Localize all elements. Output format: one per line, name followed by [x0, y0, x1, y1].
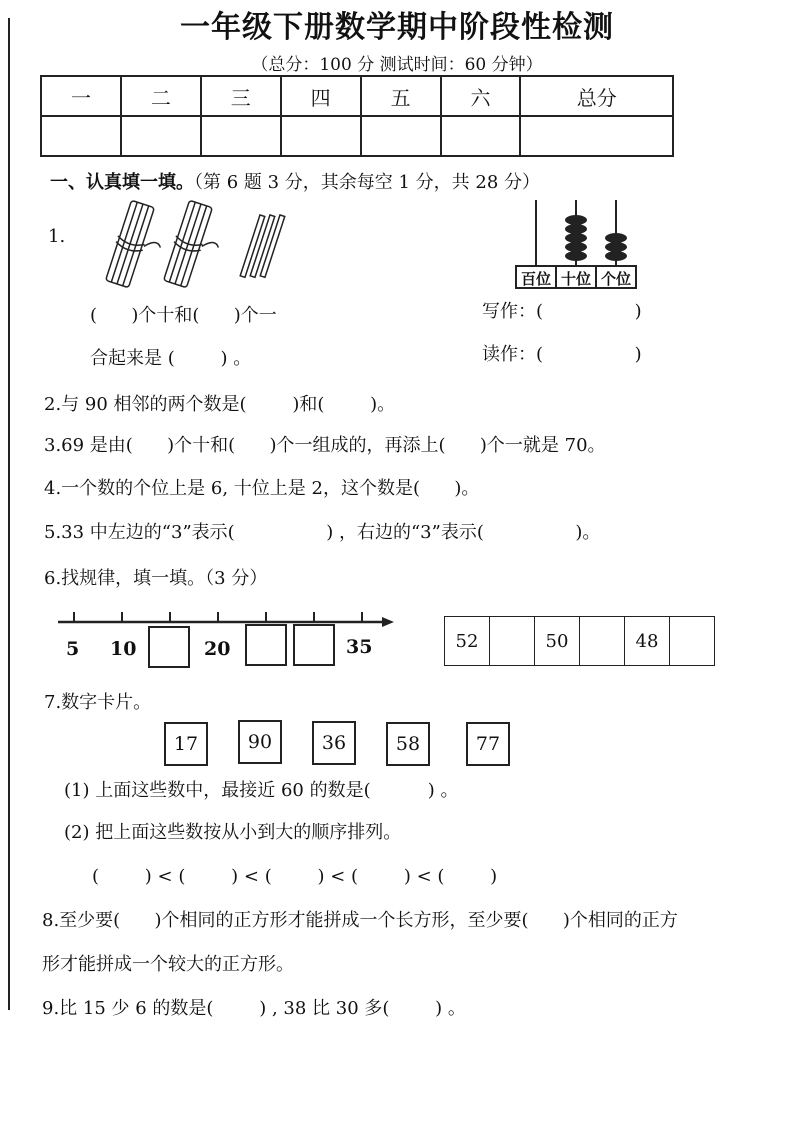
score-col-5: 五	[361, 76, 441, 116]
sequence-blank-cell[interactable]	[580, 617, 625, 666]
number-line-blank-box[interactable]	[148, 626, 190, 668]
q7-sub2: (2) 把上面这些数按从小到大的顺序排列。	[64, 822, 402, 843]
sequence-cell: 52	[445, 617, 490, 666]
section-1-heading	[50, 172, 540, 194]
q4-text[interactable]: 4.一个数的个位上是 6, 十位上是 2，这个数是( )。	[44, 478, 480, 499]
score-table	[40, 75, 674, 157]
number-card: 17	[164, 722, 208, 766]
score-col-4: 四	[281, 76, 361, 116]
q5-text[interactable]: 5.33 中左边的“3”表示( ) ，右边的“3”表示( )。	[44, 522, 601, 543]
number-line-blank-box[interactable]	[245, 624, 287, 666]
score-cell[interactable]	[201, 116, 281, 156]
q8-line1[interactable]: 8.至少要( )个相同的正方形才能拼成一个长方形，至少要( )个相同的正方	[42, 910, 678, 931]
section-1-note: （第 6 题 3 分，其余每空 1 分，共 28 分）	[194, 172, 541, 193]
q7-sub1[interactable]: (1) 上面这些数中，最接近 60 的数是( ) 。	[64, 780, 459, 801]
q1-total-blank[interactable]: 合起来是 ( ) 。	[90, 348, 252, 369]
sequence-cell: 48	[625, 617, 670, 666]
bundle-of-ten-icon	[104, 200, 172, 292]
bundle-of-ten-icon	[162, 200, 230, 292]
abacus-label-hundreds: 百位	[520, 270, 551, 288]
q1-number: 1.	[48, 226, 66, 247]
score-cell[interactable]	[41, 116, 121, 156]
number-line-label: 20	[204, 638, 231, 660]
abacus-beads	[565, 215, 627, 261]
score-cell[interactable]	[361, 116, 441, 156]
binding-margin-line	[8, 18, 10, 1010]
q3-text[interactable]: 3.69 是由( )个十和( )个一组成的，再添上( )个一就是 70。	[44, 435, 606, 456]
q6-text: 6.找规律，填一填。（3 分）	[44, 568, 268, 589]
q1-tens-ones-blanks[interactable]: ( )个十和( )个一	[90, 305, 277, 326]
single-sticks-icon	[240, 215, 285, 277]
number-line-blank-box[interactable]	[293, 624, 335, 666]
page-subtitle: （总分：100 分 测试时间：60 分钟）	[251, 55, 543, 75]
sequence-blank-cell[interactable]	[490, 617, 535, 666]
sequence-table	[444, 616, 715, 666]
score-cell[interactable]	[441, 116, 521, 156]
score-col-3: 三	[201, 76, 281, 116]
sequence-cell: 50	[535, 617, 580, 666]
q2-text[interactable]: 2.与 90 相邻的两个数是( )和( )。	[44, 394, 396, 415]
number-line-label: 35	[346, 636, 373, 658]
score-cell[interactable]	[281, 116, 361, 156]
q8-line2: 形才能拼成一个较大的正方形。	[42, 954, 294, 975]
sequence-blank-cell[interactable]	[670, 617, 715, 666]
abacus-label-tens: 十位	[560, 270, 591, 288]
number-card: 58	[386, 722, 430, 766]
score-cell[interactable]	[121, 116, 201, 156]
score-col-2: 二	[121, 76, 201, 116]
section-1-title: 一、认真填一填。	[50, 172, 194, 193]
page-title: 一年级下册数学期中阶段性检测	[180, 10, 614, 45]
score-header-row	[41, 76, 673, 116]
q9-text[interactable]: 9.比 15 少 6 的数是( ) , 38 比 30 多( ) 。	[42, 998, 466, 1019]
number-line-label: 10	[110, 638, 137, 660]
q7-order-blanks[interactable]: ( ) < ( ) < ( ) < ( ) < ( )	[92, 866, 498, 887]
number-card: 77	[466, 722, 510, 766]
number-card: 36	[312, 721, 356, 765]
score-col-total: 总分	[520, 76, 673, 116]
score-cell[interactable]	[520, 116, 673, 156]
score-col-6: 六	[441, 76, 521, 116]
score-col-1: 一	[41, 76, 121, 116]
abacus-label-ones: 个位	[600, 270, 631, 288]
score-entry-row	[41, 116, 673, 156]
number-card: 90	[238, 720, 282, 764]
number-line-label: 5	[66, 638, 80, 660]
sticks-illustration	[100, 200, 300, 292]
q1-write-blank[interactable]: 写作：( )	[482, 301, 642, 322]
q1-read-blank[interactable]: 读作：( )	[482, 344, 642, 365]
q7-text: 7.数字卡片。	[44, 692, 152, 713]
